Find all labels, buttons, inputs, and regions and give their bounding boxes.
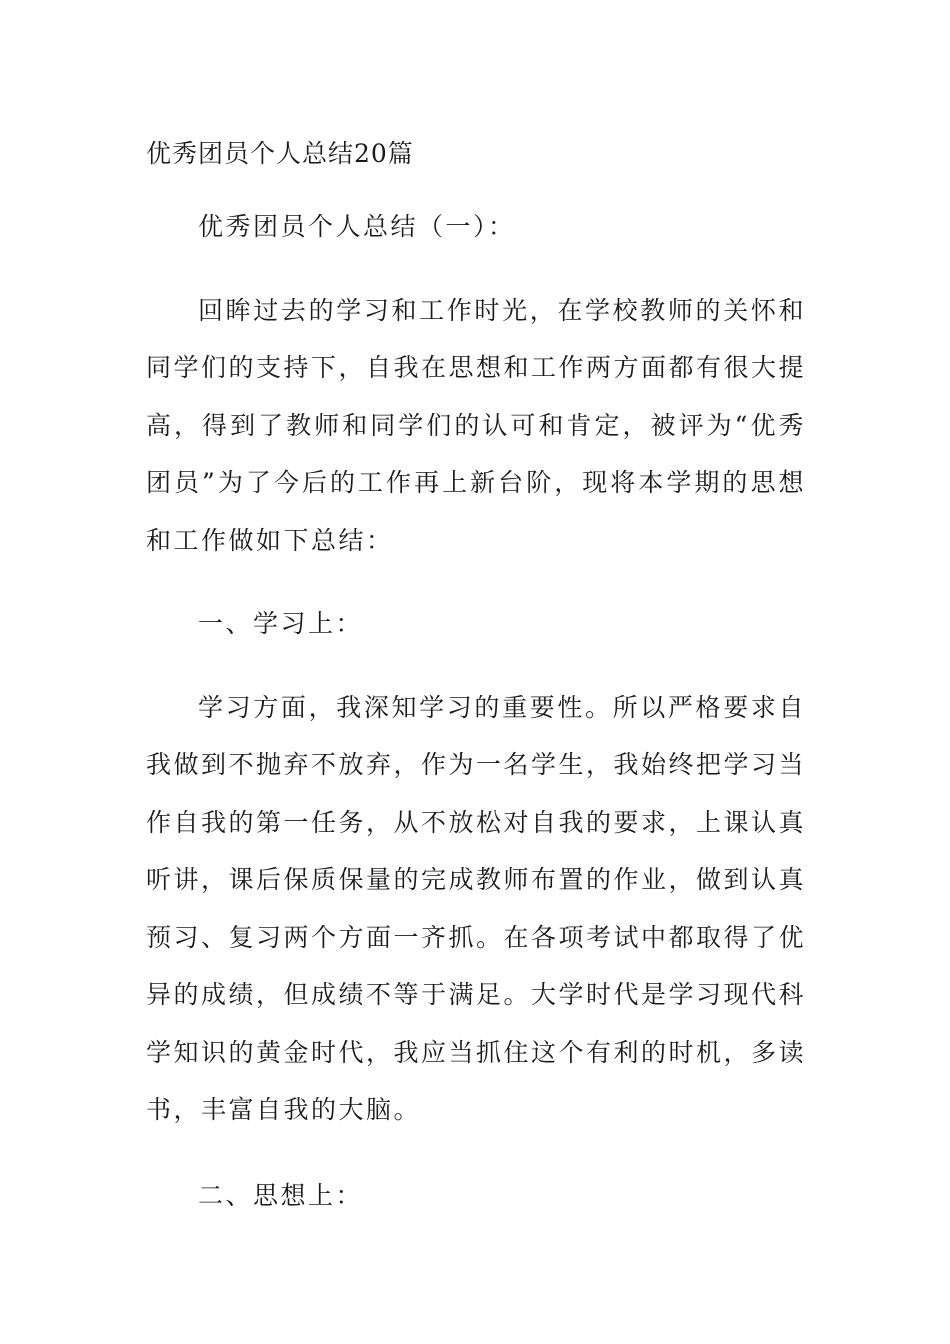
section-heading-thought: 二、思想上： (198, 1180, 364, 1210)
spacer (146, 256, 806, 282)
section-paragraph-study: 学习方面，我深知学习的重要性。所以严格要求自我做到不抛弃不放弃，作为一名学生，我始终把学习当作自我的第一任务，从不放松对自我的要求，上课认真听讲，课后保质保量的完成教师布置的作业，做到认真预习、复习两个方面一齐抓。在各项考试中都取得了优异的成绩，但成绩不等于满足。大学时代是学习现代科学知识的黄金时代，我应当抓住这个有利的时机，多读书，丰富自我的大脑。 (146, 692, 807, 1124)
section-heading-study: 一、学习上： (198, 609, 364, 638)
spacer (146, 653, 806, 679)
spacer (146, 1139, 806, 1167)
spacer (146, 569, 806, 595)
document-subtitle: 优秀团员个人总结（一）： (198, 212, 516, 241)
spacer (146, 178, 806, 198)
document-title: 优秀团员个人总结20篇 (146, 139, 414, 168)
document-content (146, 130, 806, 1224)
intro-paragraph: 回眸过去的学习和工作时光，在学校教师的关怀和同学们的支持下，自我在思想和工作两方面都有很大提高，得到了教师和同学们的认可和肯定，被评为“优秀团员”为了今后的工作再上新台阶，现将本学期的思想和工作做如下总结： (146, 295, 807, 555)
